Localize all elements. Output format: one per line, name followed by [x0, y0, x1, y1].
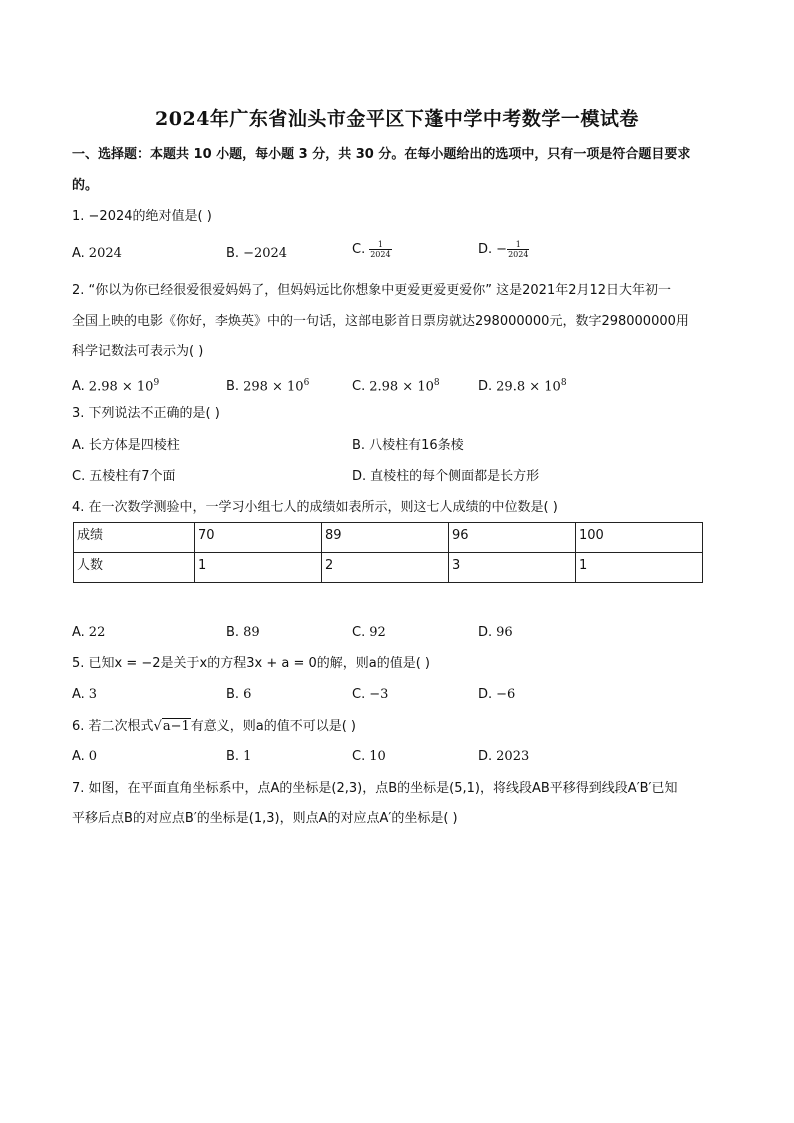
q3-option-d: D. 直棱柱的每个侧面都是长方形 [352, 469, 540, 484]
q3-option-b: B. 八棱柱有16条棱 [352, 438, 464, 453]
q6-square-root: √a−1 [153, 719, 190, 734]
q7-stem-line2: 平移后点B的对应点B′的坐标是(1,3)，则点A的对应点A′的坐标是( ) [72, 811, 458, 826]
q2-option-a: A. $2.98 \times 10^9$ [72, 378, 160, 395]
table-cell: 人数 [74, 553, 195, 583]
q4-score-table [73, 522, 703, 583]
q6-option-d: D. 2023 [478, 749, 530, 764]
q4-option-b: B. 89 [226, 625, 260, 640]
q6-option-b: B. 1 [226, 749, 252, 764]
q2-option-c: C. $2.98 \times 10^8$ [352, 378, 440, 395]
q5-option-c: C. −3 [352, 687, 389, 702]
q6-stem: 6. 若二次根式√a−1有意义，则a的值不可以是( ) [72, 719, 357, 734]
q6-option-a: A. 0 [72, 749, 98, 764]
q1-stem: 1. −2024的绝对值是( ) [72, 209, 212, 224]
table-cell: 70 [195, 523, 322, 553]
q2-option-d: D. $29.8 \times 10^8$ [478, 378, 567, 395]
q3-option-a: A. 长方体是四棱柱 [72, 438, 180, 453]
q1-option-a: A. 2024 [72, 246, 122, 261]
q4-option-d: D. 96 [478, 625, 513, 640]
q5-stem: 5. 已知x = −2是关于x的方程3x + a = 0的解，则a的值是( ) [72, 656, 431, 671]
table-cell: 成绩 [74, 523, 195, 553]
q1-option-b: B. −2024 [226, 246, 288, 261]
q1-d-fraction: $\frac{1}{2024}$ [508, 240, 529, 259]
exam-title: 2024年广东省汕头市金平区下蓬中学中考数学一模试卷 [155, 108, 639, 130]
q2-stem-line2: 全国上映的电影《你好，李焕英》中的一句话，这部电影首日票房就达298000000元，数字298000000用 [72, 314, 689, 329]
table-row [74, 553, 703, 583]
q5-option-d: D. −6 [478, 687, 516, 702]
section-instruction-line2: 的。 [72, 178, 99, 193]
q1-option-c: C. $\frac{1}{2024}$ [352, 240, 391, 259]
q4-option-c: C. 92 [352, 625, 386, 640]
q1-c-fraction: $\frac{1}{2024}$ [370, 240, 391, 259]
q5-option-a: A. 3 [72, 687, 98, 702]
section-instruction-line1: 一、选择题：本题共 10 小题，每小题 3 分，共 30 分。在每小题给出的选项中，只有一项是符合题目要求 [72, 147, 691, 162]
table-row [74, 523, 703, 553]
q4-stem: 4. 在一次数学测验中，一学习小组七人的成绩如表所示，则这七人成绩的中位数是( ) [72, 500, 558, 515]
q5-option-b: B. 6 [226, 687, 252, 702]
table-cell: 96 [449, 523, 576, 553]
table-cell: 1 [576, 553, 703, 583]
q2-option-b: B. $298 \times 10^6$ [226, 378, 310, 395]
q3-option-c: C. 五棱柱有7个面 [72, 469, 176, 484]
q7-stem-line1: 7. 如图，在平面直角坐标系中，点A的坐标是(2,3)，点B的坐标是(5,1)，将线段AB平移得到线段A′B′已知 [72, 781, 678, 796]
table-cell: 1 [195, 553, 322, 583]
q2-stem-line3: 科学记数法可表示为( ) [72, 344, 204, 359]
q4-option-a: A. 22 [72, 625, 106, 640]
q2-stem-line1: 2. “你以为你已经很爱很爱妈妈了，但妈妈远比你想象中更爱更爱更爱你” 这是2021年2月12日大年初一 [72, 283, 672, 298]
table-cell: 2 [322, 553, 449, 583]
q1-option-d: D. − $\frac{1}{2024}$ [478, 240, 529, 259]
table-cell: 89 [322, 523, 449, 553]
table-cell: 3 [449, 553, 576, 583]
q3-stem: 3. 下列说法不正确的是( ) [72, 406, 220, 421]
table-cell: 100 [576, 523, 703, 553]
q6-option-c: C. 10 [352, 749, 386, 764]
